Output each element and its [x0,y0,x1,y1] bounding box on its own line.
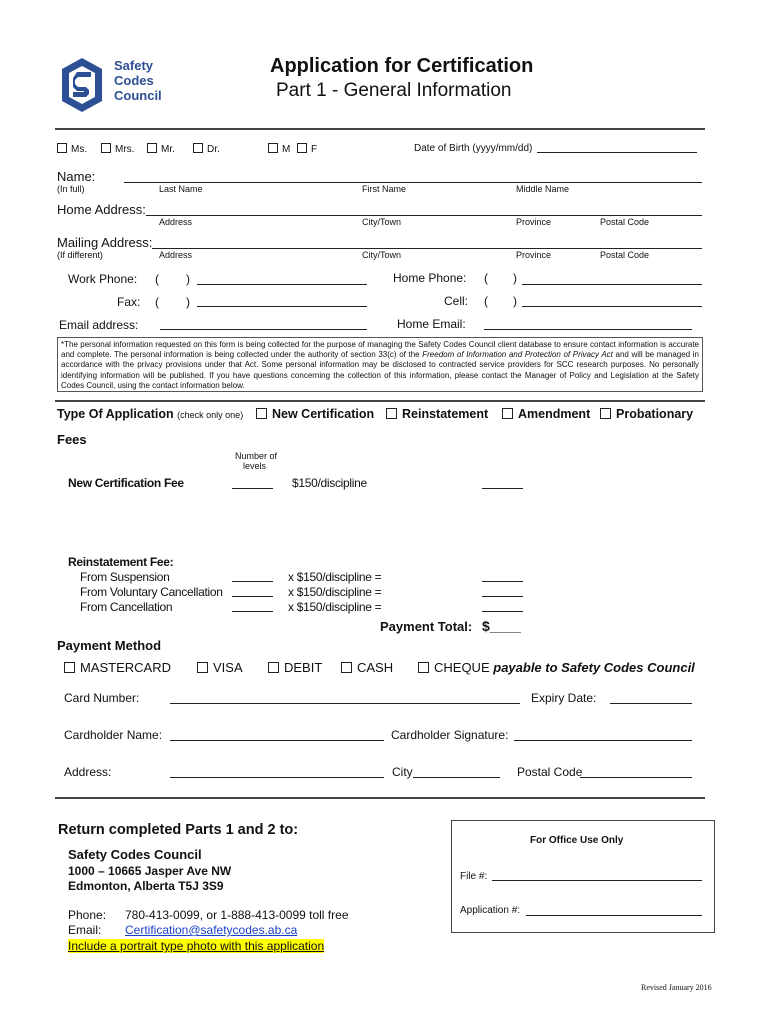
salutation-mrs[interactable]: Mrs. [101,143,134,155]
suspension-levels-field[interactable] [232,581,273,582]
payment-cheque[interactable]: CHEQUE payable to Safety Codes Council [418,660,695,675]
cancellation-levels-field[interactable] [232,611,273,612]
checkbox-icon [197,662,208,673]
middle-name-caption: Middle Name [516,184,570,194]
logo-line-2: Codes [114,73,154,88]
option-reinstatement[interactable]: Reinstatement [386,407,488,421]
checkbox-icon [386,408,397,419]
name-label: Name: [57,169,96,184]
billing-address-field[interactable] [170,777,384,778]
return-org: Safety Codes Council [68,847,202,862]
return-email-label: Email: [68,923,102,937]
section-rule-application [55,400,705,402]
payment-total-label: Payment Total: [380,619,473,634]
cardholder-name-field[interactable] [170,740,384,741]
cardholder-name-label: Cardholder Name: [64,728,163,742]
cancellation-total-field[interactable] [482,611,523,612]
fees-title: Fees [57,432,87,447]
checkbox-icon [193,143,203,153]
logo-line-3: Council [114,88,162,103]
email-field[interactable] [160,329,367,330]
dob-label: Date of Birth (yyyy/mm/dd) [414,143,533,154]
payment-debit[interactable]: DEBIT [268,660,322,675]
checkbox-icon [147,143,157,153]
new-cert-total-field[interactable] [482,488,523,489]
office-file-field[interactable] [492,880,702,881]
fax-field[interactable] [197,306,367,307]
expiry-field[interactable] [610,703,692,704]
reinstatement-row-rate: x $150/discipline = [288,600,382,614]
checkbox-icon [502,408,513,419]
checkbox-icon [418,662,429,673]
cardholder-signature-label: Cardholder Signature: [391,728,509,742]
home-postal-caption: Postal Code [600,217,650,227]
fax-label: Fax: [117,295,141,309]
work-phone-field[interactable] [197,284,367,285]
home-phone-close-paren: ) [513,271,517,285]
cell-field[interactable] [522,306,702,307]
checkbox-icon [101,143,111,153]
dob-field[interactable] [537,152,697,153]
mailing-address-caption: Address [159,250,193,260]
work-phone-label: Work Phone: [68,272,138,286]
billing-postal-field[interactable] [580,777,692,778]
home-phone-open-paren: ( [484,271,488,285]
salutation-ms[interactable]: Ms. [57,143,87,155]
reinstatement-row-label: From Suspension [80,570,170,584]
logo [58,56,173,114]
num-levels-caption-2: levels [243,461,267,471]
checkbox-icon [57,143,67,153]
new-cert-fee-label: New Certification Fee [68,476,184,490]
checkbox-icon [297,143,307,153]
option-new-certification[interactable]: New Certification [256,407,374,421]
home-province-caption: Province [516,217,552,227]
checkbox-icon [268,662,279,673]
home-phone-field[interactable] [522,284,702,285]
home-address-field[interactable] [146,215,702,216]
office-use-box [451,820,715,933]
application-type-label: Type Of Application (check only one) [57,407,244,421]
checkbox-icon [64,662,75,673]
home-email-label: Home Email: [397,317,466,331]
fax-open-paren: ( [155,295,159,309]
last-name-caption: Last Name [159,184,203,194]
checkbox-icon [256,408,267,419]
name-sub-label: (In full) [57,184,85,194]
payment-visa[interactable]: VISA [197,660,243,675]
safety-codes-council-logo-icon [58,56,106,114]
home-address-label: Home Address: [57,202,146,217]
billing-city-field[interactable] [413,777,500,778]
cheque-payable-note: payable to Safety Codes Council [493,660,695,675]
cell-open-paren: ( [484,294,488,308]
card-number-field[interactable] [170,703,520,704]
card-number-label: Card Number: [64,691,140,705]
reinstatement-row-rate: x $150/discipline = [288,585,382,599]
billing-city-label: City [392,765,413,779]
cell-label: Cell: [444,294,469,308]
header-rule [55,128,705,130]
salutation-mr[interactable]: Mr. [147,143,175,155]
name-field[interactable] [124,182,702,183]
mailing-city-caption: City/Town [362,250,402,260]
num-levels-caption-1: Number of [235,451,278,461]
mailing-address-label: Mailing Address: [57,235,153,250]
payment-cash[interactable]: CASH [341,660,393,675]
option-probationary[interactable]: Probationary [600,407,693,421]
first-name-caption: First Name [362,184,407,194]
cell-close-paren: ) [513,294,517,308]
reinstatement-row-rate: x $150/discipline = [288,570,382,584]
home-city-caption: City/Town [362,217,402,227]
office-file-label: File #: [460,871,488,882]
billing-address-label: Address: [64,765,112,779]
section-rule-return [55,797,705,799]
work-phone-close-paren: ) [186,272,190,286]
reinstatement-fee-label: Reinstatement Fee: [68,555,174,569]
checkbox-icon [600,408,611,419]
privacy-notice: *The personal information requested on this form is being collected for the purpose of managing the Safety Codes Council client database to ensure contact information is accurate and complete. The personal information is being collected under the authority of section 33(c) of the Freedom of Information and Protection of Privacy Act and will be managed in accordance with the privacy provisions under that Act. Some personal information may be disclosed to contracted service providers for SCC research purposes. No personally identifying information will be published. If you have questions concerning the collection of this information, please contact the Manager of Policy and Legislation at the Safety Codes Council, using the contact information below. [57,337,703,392]
billing-postal-label: Postal Code [517,765,583,779]
office-use-title: For Office Use Only [530,835,624,846]
photo-note: Include a portrait type photo with this application [68,939,325,953]
salutation-dr[interactable]: Dr. [193,143,220,155]
checkbox-icon [268,143,278,153]
mailing-sub-label: (If different) [57,250,103,260]
suspension-total-field[interactable] [482,581,523,582]
payment-mastercard[interactable]: MASTERCARD [64,660,171,675]
return-address-line-1: 1000 – 10665 Jasper Ave NW [68,864,232,878]
checkbox-icon [341,662,352,673]
office-application-field[interactable] [526,915,702,916]
work-phone-open-paren: ( [155,272,159,286]
return-address-line-2: Edmonton, Alberta T5J 3S9 [68,879,224,893]
revised-date: Revised January 2016 [641,983,712,992]
gender-m[interactable]: M [268,143,290,155]
new-cert-levels-field[interactable] [232,488,273,489]
expiry-label: Expiry Date: [531,691,597,705]
logo-line-1: Safety [114,58,154,73]
return-phone-label: Phone: [68,908,107,922]
option-amendment[interactable]: Amendment [502,407,590,421]
payment-method-title: Payment Method [57,638,162,653]
return-title: Return completed Parts 1 and 2 to: [58,822,299,838]
mailing-address-field[interactable] [152,248,702,249]
home-address-caption: Address [159,217,193,227]
page-title: Application for Certification [270,55,534,77]
gender-f[interactable]: F [297,143,317,155]
page-subtitle: Part 1 - General Information [276,80,512,101]
email-label: Email address: [59,318,139,332]
mailing-province-caption: Province [516,250,552,260]
voluntary-levels-field[interactable] [232,596,273,597]
payment-total-field[interactable]: $____ [482,618,521,634]
reinstatement-row-label: From Cancellation [80,600,173,614]
voluntary-total-field[interactable] [482,596,523,597]
mailing-postal-caption: Postal Code [600,250,650,260]
home-email-field[interactable] [484,329,692,330]
return-phone: 780-413-0099, or 1-888-413-0099 toll free [125,908,349,922]
cardholder-signature-field[interactable] [514,740,692,741]
reinstatement-row-label: From Voluntary Cancellation [80,585,223,599]
fax-close-paren: ) [186,295,190,309]
office-application-label: Application #: [460,905,521,916]
home-phone-label: Home Phone: [393,271,467,285]
privacy-act-name: Freedom of Information and Protection of Privacy Act [422,350,613,360]
return-email-link[interactable]: Certification@safetycodes.ab.ca [125,923,298,937]
new-cert-rate: $150/discipline [292,476,367,490]
